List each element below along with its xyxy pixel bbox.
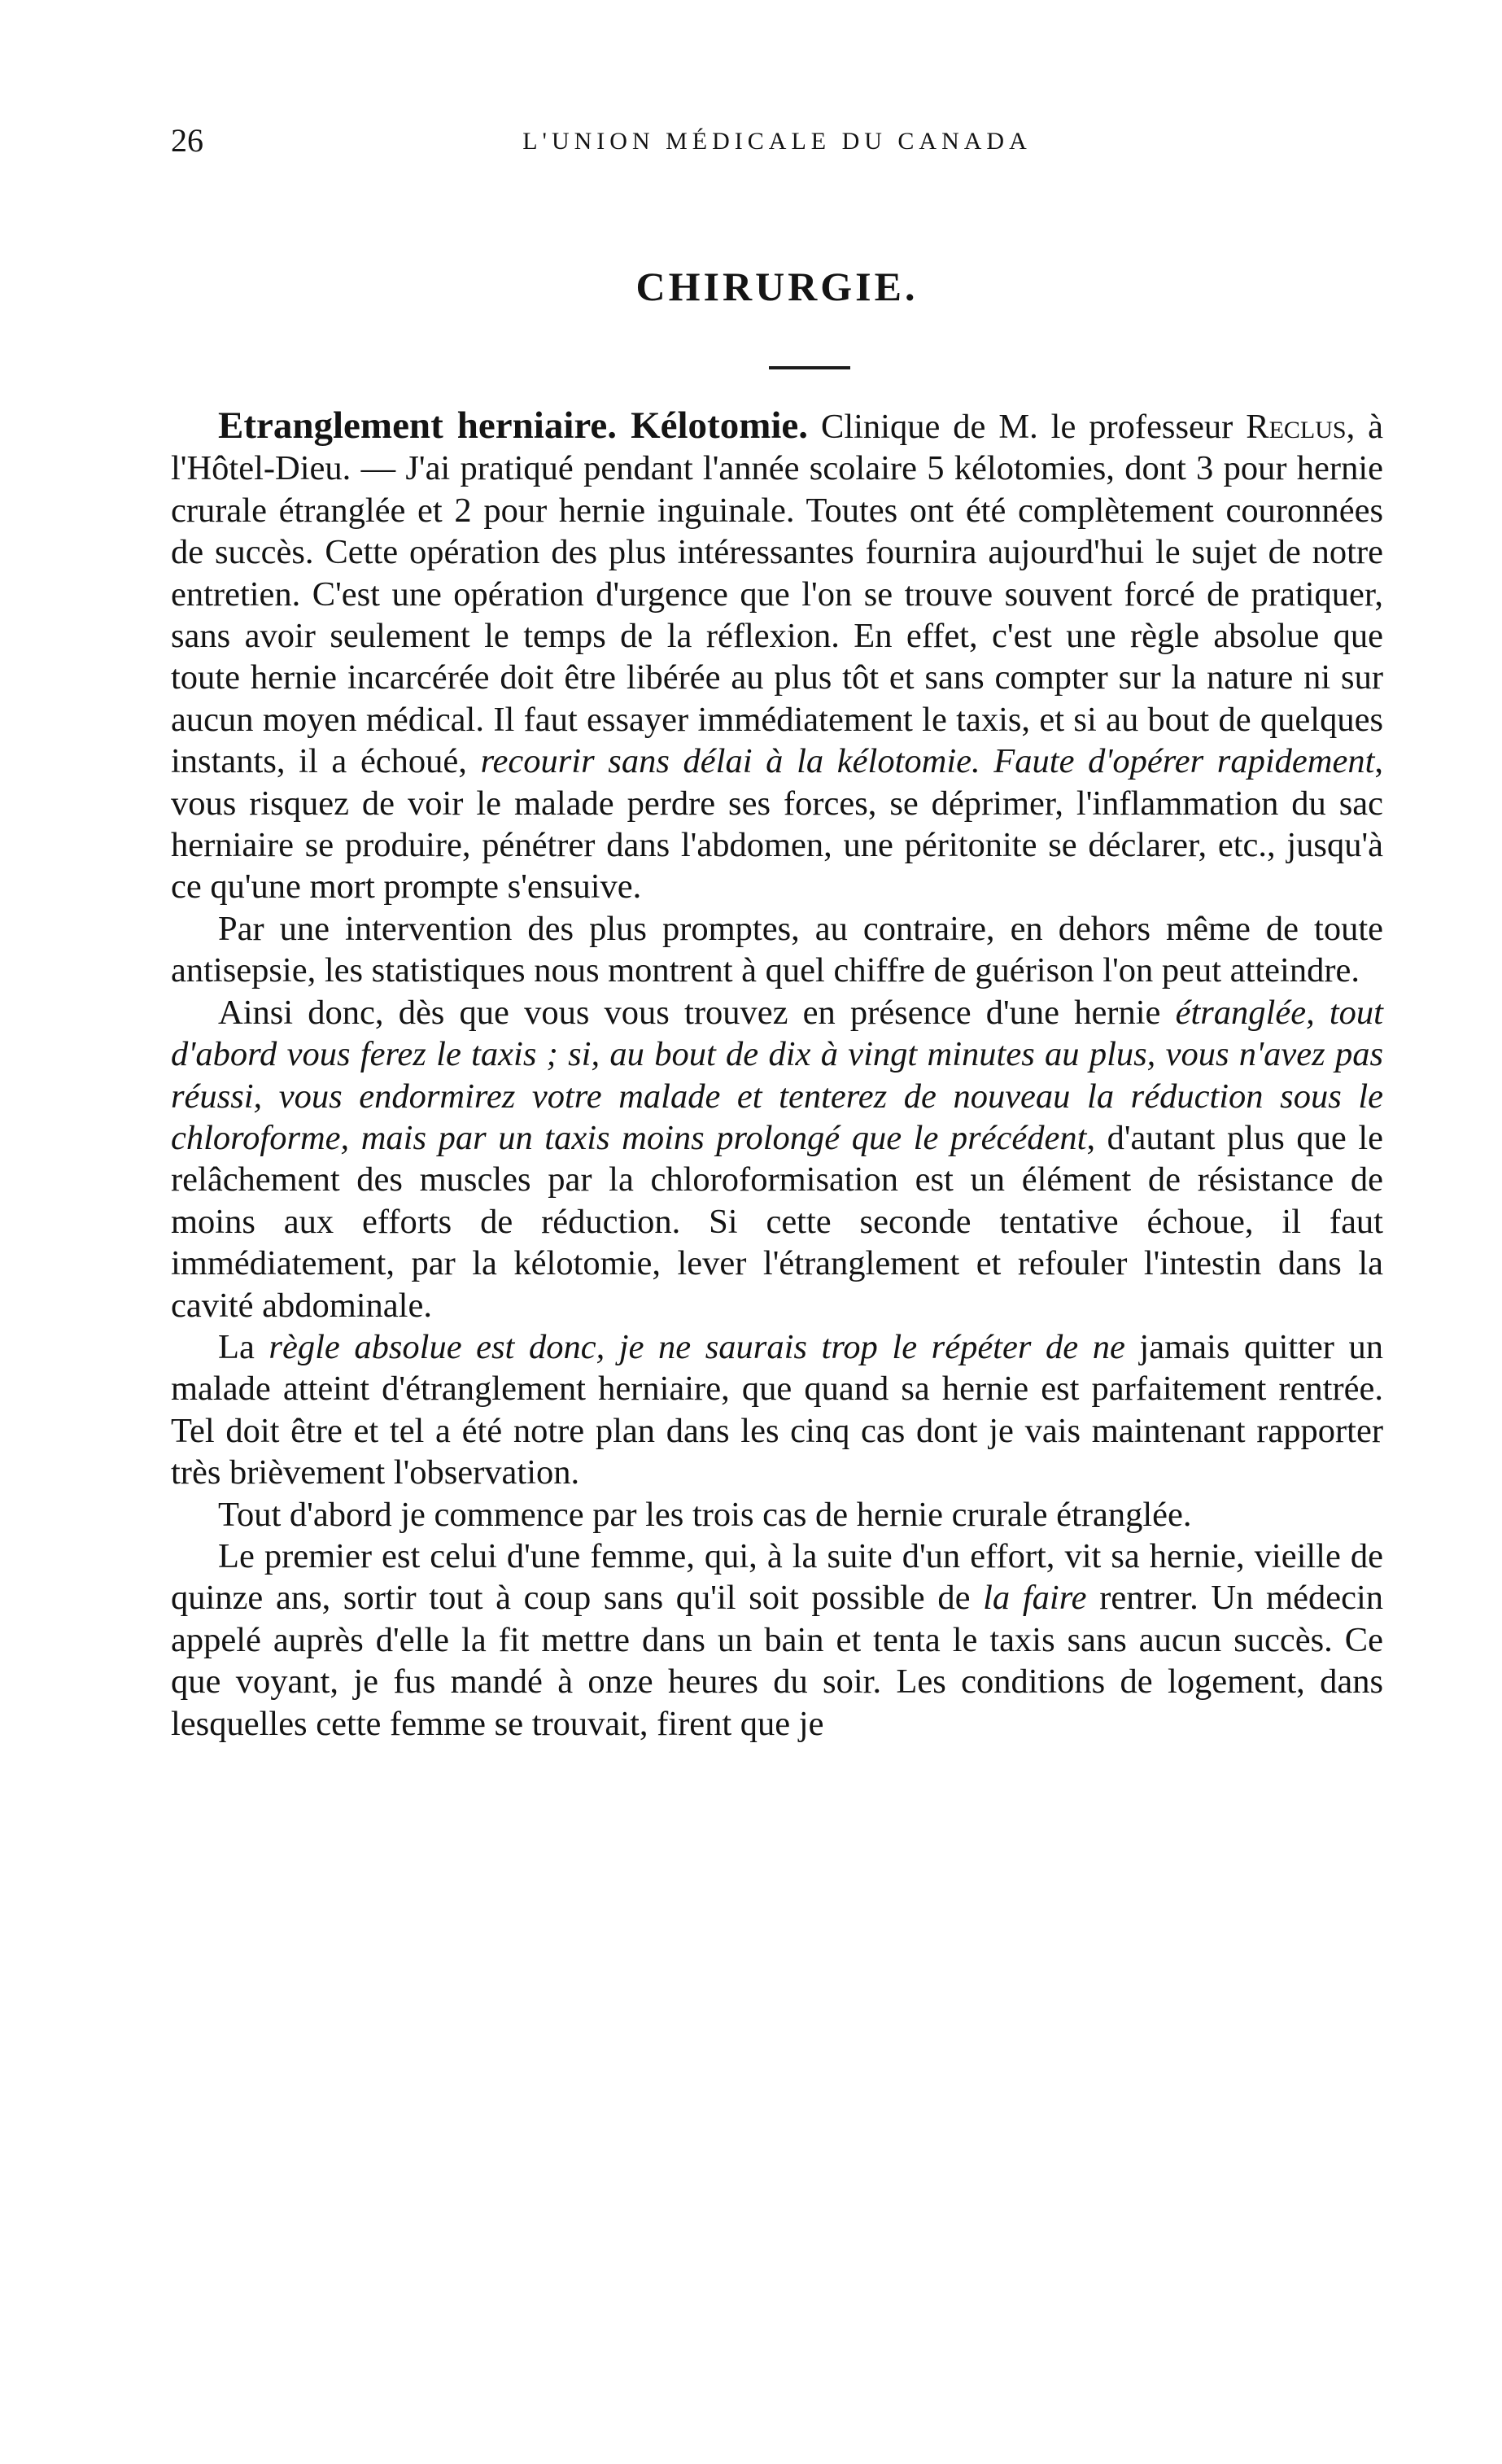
- paragraph-2: Par une intervention des plus promptes, au contraire, en dehors même de toute antisepsie, les statistiques nous montrent à quel chiffre de guérison l'on peut atteindre.: [171, 909, 1383, 990]
- p4-italic: règle absolue est donc, je ne saurais trop le répéter de ne: [269, 1327, 1125, 1366]
- article-heading: Etranglement herniaire. Kélotomie.: [218, 404, 809, 447]
- p3-start: Ainsi donc, dès que vous vous trouvez en présence d'une hernie: [218, 993, 1176, 1032]
- professor-name: Reclus: [1246, 408, 1347, 446]
- paragraph-6: [171, 1536, 1383, 1745]
- journal-title: L'UNION MÉDICALE DU CANADA: [522, 128, 1032, 155]
- p4-start: La: [218, 1327, 269, 1366]
- article-body: [171, 405, 1383, 1745]
- p3-italic: étranglée, tout d'abord vous ferez le taxis ; si, au bout de dix à vingt minutes au plus, vous n'avez pas réussi, vous endormirez votre malade et tenterez de nouveau la réduction sous le chloroforme, mais par un taxis moins prolongé que le précédent: [171, 993, 1383, 1157]
- p3-end: , d'autant plus que le relâchement des muscles par la chloroformisation est un élément de résistance de moins aux efforts de réduction. Si cette seconde tentative échoue, il faut immédiatement, par la kélotomie, lever l'étranglement et refouler l'intestin dans la cavité abdominale.: [171, 1118, 1383, 1325]
- p6-end: rentrer. Un médecin appelé auprès d'elle la fit mettre dans un bain et tenta le taxis sans aucun succès. Ce que voyant, je fus mandé à onze heures du soir. Les conditions de logement, dans lesquelles cette femme se trouvait, firent que je: [171, 1579, 1384, 1743]
- intro-end: , vous risquez de voir le malade perdre ses forces, se déprimer, l'inflammation du sac herniaire se produire, pénétrer dans l'abdomen, une péritonite se déclarer, etc., jusqu'à ce qu'une mort prompte s'ensuive.: [171, 742, 1384, 907]
- running-head: [171, 120, 1383, 169]
- paragraph-3: [171, 992, 1383, 1326]
- p4-end: jamais quitter un malade atteint d'étranglement herniaire, que quand sa hernie est parfaitement rentrée. Tel doit être et tel a été notre plan dans les cinq cas dont je vais maintenant rapporter très brièvement l'observation.: [171, 1327, 1383, 1492]
- p6-start: Le premier est celui d'une femme, qui, à la suite d'un effort, vit sa hernie, vieille de quinze ans, sortir tout à coup sans qu'il soit possible de: [171, 1536, 1383, 1618]
- intro-before-name: Clinique de M. le professeur: [820, 408, 1247, 446]
- intro-italic: recourir sans délai à la kélotomie. Faute d'opérer rapidement: [480, 742, 1375, 781]
- paragraph-4: [171, 1326, 1383, 1494]
- page-number: 26: [171, 122, 203, 159]
- section-title: CHIRURGIE.: [635, 264, 919, 309]
- p6-italic: la faire: [983, 1579, 1087, 1618]
- intro-after-name: , à l'Hôtel-Dieu. — J'ai pratiqué pendant l'année scolaire 5 kélotomies, dont 3 pour hernie crurale étranglée et 2 pour hernie inguinale. Toutes ont été complètement couronnées de succès. Cette opération des plus intéressantes fournira aujourd'hui le sujet de notre entretien. C'est une opération d'urgence que l'on se trouve souvent forcé de pratiquer, sans avoir seulement le temps de la réflexion. En effet, c'est une règle absolue que toute hernie incarcérée doit être libérée au plus tôt et sans compter sur la nature ni sur aucun moyen médical. Il faut essayer immédiatement le taxis, et si au bout de quelques instants, il a échoué,: [171, 408, 1383, 781]
- paragraph-5: Tout d'abord je commence par les trois cas de hernie crurale étranglée.: [218, 1495, 1192, 1534]
- paragraph-1: [171, 405, 1383, 908]
- section-divider: [769, 366, 850, 369]
